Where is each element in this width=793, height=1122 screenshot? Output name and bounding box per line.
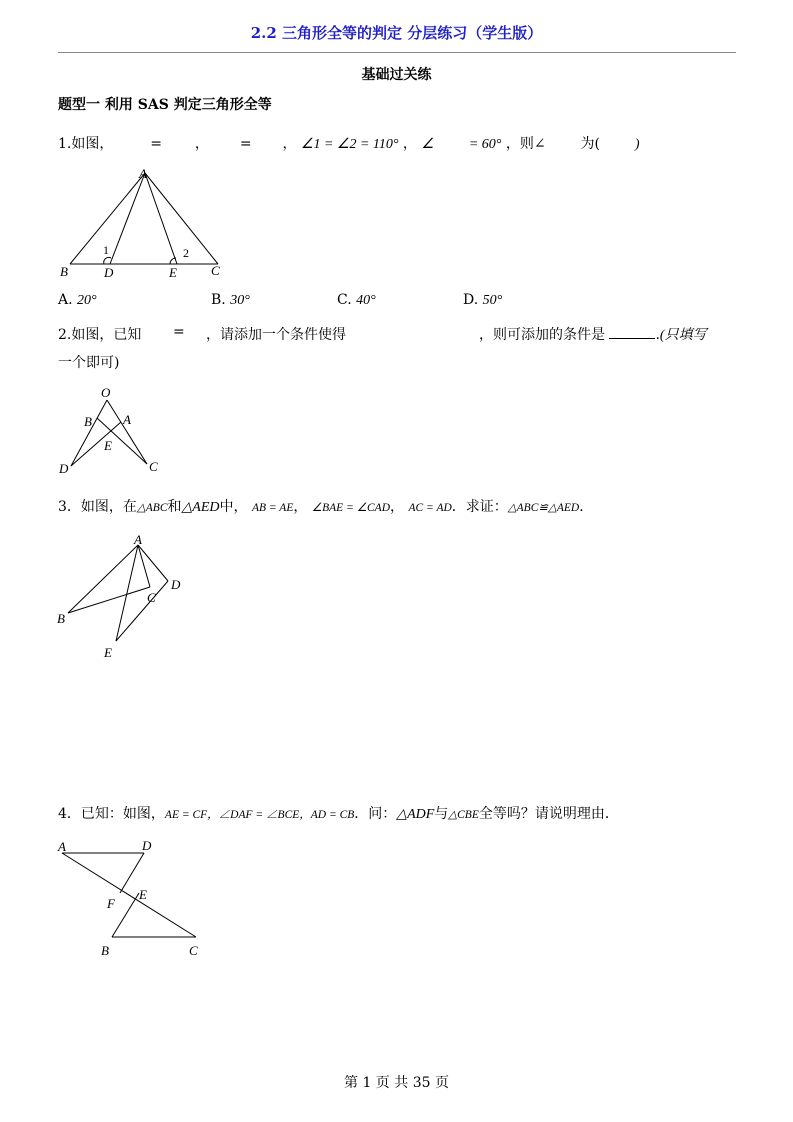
q4-ask-a: ．问： — [354, 806, 397, 822]
q3-label-C: C — [147, 590, 156, 605]
q2-text-a: 2.如图，已知 — [58, 327, 142, 343]
q1-label-A: A — [139, 166, 147, 181]
q3-sep-2: ， — [390, 499, 405, 515]
q1-number: 1.如图， — [58, 136, 114, 152]
q1-comma3: ， — [402, 136, 417, 152]
q4-ask-b: 全等吗？请说明理由． — [478, 806, 619, 822]
q3-goal: △ABC≌△AED — [507, 502, 580, 514]
q3-figure — [52, 528, 192, 663]
q2-note-start: (只填写 — [659, 328, 707, 343]
q3-label-B: B — [57, 611, 65, 626]
q1-option-b-value: 30° — [230, 293, 250, 308]
q1-label-E: E — [169, 265, 177, 280]
q1-comma2: ， — [282, 136, 297, 152]
q2-label-B: B — [84, 414, 92, 429]
q1-label-D: D — [104, 265, 114, 280]
q4-label-D: D — [142, 838, 152, 853]
q2-text-c: ，则可添加的条件是 — [479, 327, 605, 343]
q1-label-1: 1 — [103, 243, 109, 257]
q1-angle-value: = 60° — [468, 137, 502, 152]
q3-label-A: A — [134, 532, 142, 547]
q2-period: . — [655, 327, 660, 343]
q1-eq1: = — [150, 136, 162, 152]
q2-answer-blank[interactable] — [609, 324, 655, 339]
q1-option-d-value: 50° — [482, 293, 503, 308]
section-title: 基础过关练 — [361, 67, 432, 83]
header-divider — [58, 52, 736, 53]
q4-label-F: F — [107, 896, 115, 911]
q2-text-b: ，请添加一个条件使得 — [206, 327, 346, 343]
q3-end: ． — [579, 499, 594, 515]
q2-eq: = — [173, 324, 185, 340]
q2-figure — [55, 384, 165, 476]
q1-option-b-label: B. — [211, 292, 226, 308]
q1-option-a-value: 20° — [77, 293, 97, 308]
q3-cond-2: ∠BAE = ∠CAD — [311, 502, 391, 514]
q1-eq2: = — [239, 136, 252, 152]
q1-option-a[interactable] — [58, 292, 97, 309]
q2-label-C: C — [149, 459, 158, 474]
q1-option-d[interactable] — [463, 292, 502, 309]
question-3-stem — [58, 496, 593, 516]
q2-label-O: O — [101, 385, 111, 400]
q1-option-a-label: A. — [58, 292, 73, 308]
q2-text-c-wrap — [479, 324, 707, 344]
q3-tri-abc: △ABC — [136, 502, 168, 514]
question-4-stem — [58, 803, 619, 823]
q3-and: 和 — [167, 499, 182, 515]
q3-label-D: D — [171, 577, 181, 592]
q1-comma1: ， — [194, 136, 209, 152]
q1-label-C: C — [211, 263, 220, 278]
q3-sep-1: ， — [293, 499, 308, 515]
q4-figure — [52, 835, 212, 965]
document-title: 2.2 三角形全等的判定 分层练习（学生版） — [250, 24, 543, 42]
q1-figure — [55, 165, 230, 285]
q1-option-d-label: D. — [463, 292, 479, 308]
q4-tri-adf: △ADF — [396, 807, 435, 822]
question-type-title: 题型一 利用 SAS 判定三角形全等 — [58, 97, 272, 113]
q2-line-2: 一个即可) — [58, 355, 120, 371]
q1-option-c-label: C. — [337, 292, 352, 308]
q1-label-2: 2 — [183, 246, 189, 260]
q1-close-paren: ) — [634, 137, 640, 152]
q3-label-E: E — [104, 645, 112, 660]
q3-cond-3: AC = AD — [408, 502, 452, 514]
q4-text-a: 4．已知：如图， — [58, 806, 165, 822]
q4-label-E: E — [139, 887, 147, 902]
q1-angles: ∠1 = ∠2 = 110° — [300, 137, 399, 152]
q3-in: 中， — [219, 499, 248, 515]
page-footer: 第 1 页 共 35 页 — [344, 1075, 449, 1091]
q4-label-C: C — [189, 943, 198, 958]
q2-label-E: E — [104, 438, 112, 453]
q1-angle-symbol: ∠ — [421, 137, 434, 152]
q3-tri-aed: △AED — [181, 500, 220, 515]
q4-label-B: B — [101, 943, 109, 958]
q2-label-D: D — [59, 461, 69, 476]
question-1-stem — [58, 133, 640, 153]
question-2-line-1 — [58, 324, 141, 344]
q1-ask: 为( — [580, 136, 600, 152]
q4-with: 与 — [434, 806, 449, 822]
q1-then: ，则∠ — [505, 136, 546, 152]
q3-prove: ．求证： — [451, 499, 508, 515]
q1-option-b[interactable] — [211, 292, 250, 309]
q1-option-c-value: 40° — [356, 293, 376, 308]
q1-option-c[interactable] — [337, 292, 376, 309]
q2-label-A: A — [123, 412, 131, 427]
q4-label-A: A — [58, 839, 66, 854]
q3-cond-1: AB = AE — [251, 502, 294, 514]
q3-text-a: 3．如图，在 — [58, 499, 137, 515]
q1-label-B: B — [60, 264, 68, 279]
q4-conditions: AE = CF，∠DAF = ∠BCE，AD = CB — [164, 809, 355, 821]
q4-tri-cbe: △CBE — [448, 809, 479, 821]
